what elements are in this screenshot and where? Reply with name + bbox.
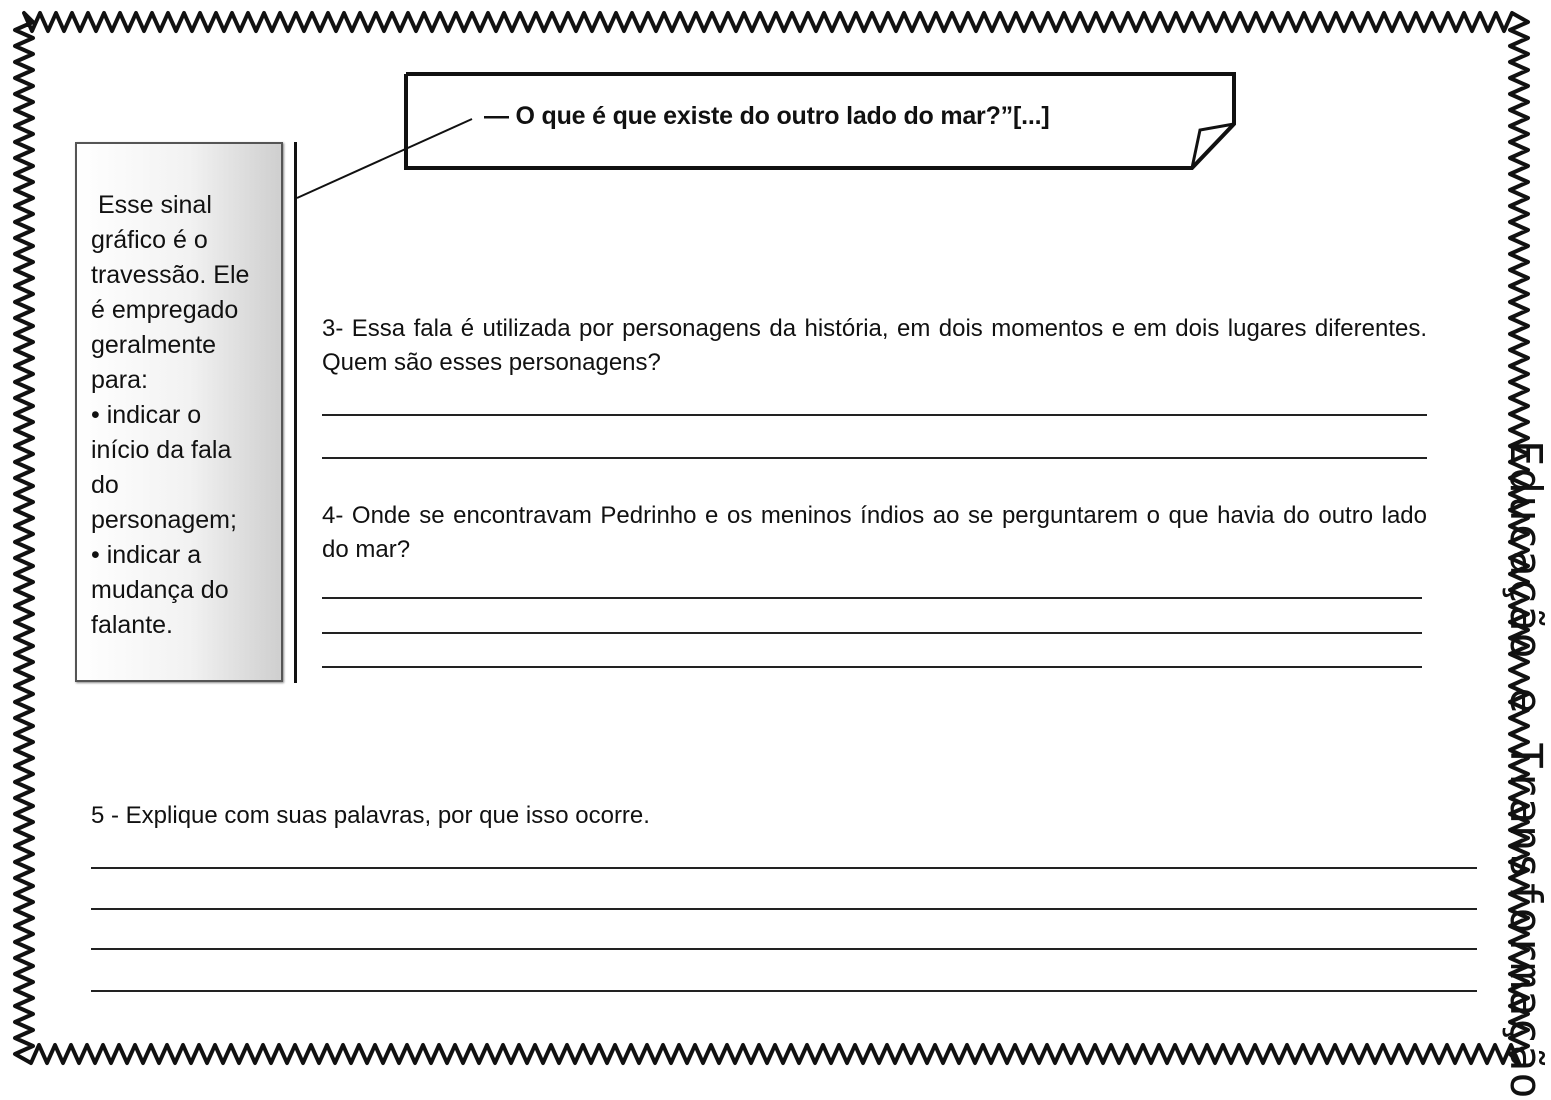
answer-line-q3-2[interactable] bbox=[322, 457, 1427, 459]
info-line: do bbox=[91, 471, 119, 499]
question-3: 3- Essa fala é utilizada por personagens da história, em dois momentos e em dois lugares diferentes. Quem são esses personagens? bbox=[322, 315, 1427, 376]
info-box-text bbox=[91, 188, 281, 643]
info-line: falante. bbox=[91, 611, 174, 639]
info-line: personagem; bbox=[91, 506, 237, 534]
quote-text: — O que é que existe do outro lado do mar?”[...] bbox=[484, 102, 1050, 130]
answer-line-q4-1[interactable] bbox=[322, 597, 1422, 599]
answer-line-q5-3[interactable] bbox=[91, 948, 1477, 950]
info-line: travessão. Ele bbox=[91, 261, 250, 289]
answer-line-q3-1[interactable] bbox=[322, 414, 1427, 416]
info-line: • indicar o bbox=[91, 401, 202, 429]
info-line: é empregado bbox=[91, 296, 239, 324]
info-line: • indicar a bbox=[91, 541, 202, 569]
answer-line-q5-1[interactable] bbox=[91, 867, 1477, 869]
vertical-divider bbox=[294, 142, 297, 683]
question-5: 5 - Explique com suas palavras, por que isso ocorre. bbox=[91, 802, 650, 829]
answer-line-q4-3[interactable] bbox=[322, 666, 1422, 668]
answer-line-q4-2[interactable] bbox=[322, 632, 1422, 634]
info-box-travessao bbox=[75, 142, 283, 682]
info-line: Esse sinal bbox=[91, 191, 212, 219]
info-line: para: bbox=[91, 366, 148, 394]
question-4: 4- Onde se encontravam Pedrinho e os meninos índios ao se perguntarem o que havia do outro lado do mar? bbox=[322, 502, 1427, 563]
info-line: mudança do bbox=[91, 576, 229, 604]
side-brand-text: Educação e Transformação bbox=[1500, 440, 1551, 1100]
answer-line-q5-2[interactable] bbox=[91, 908, 1477, 910]
answer-line-q5-4[interactable] bbox=[91, 990, 1477, 992]
info-line: início da fala bbox=[91, 436, 232, 464]
info-line: gráfico é o bbox=[91, 226, 208, 254]
info-line: geralmente bbox=[91, 331, 217, 359]
